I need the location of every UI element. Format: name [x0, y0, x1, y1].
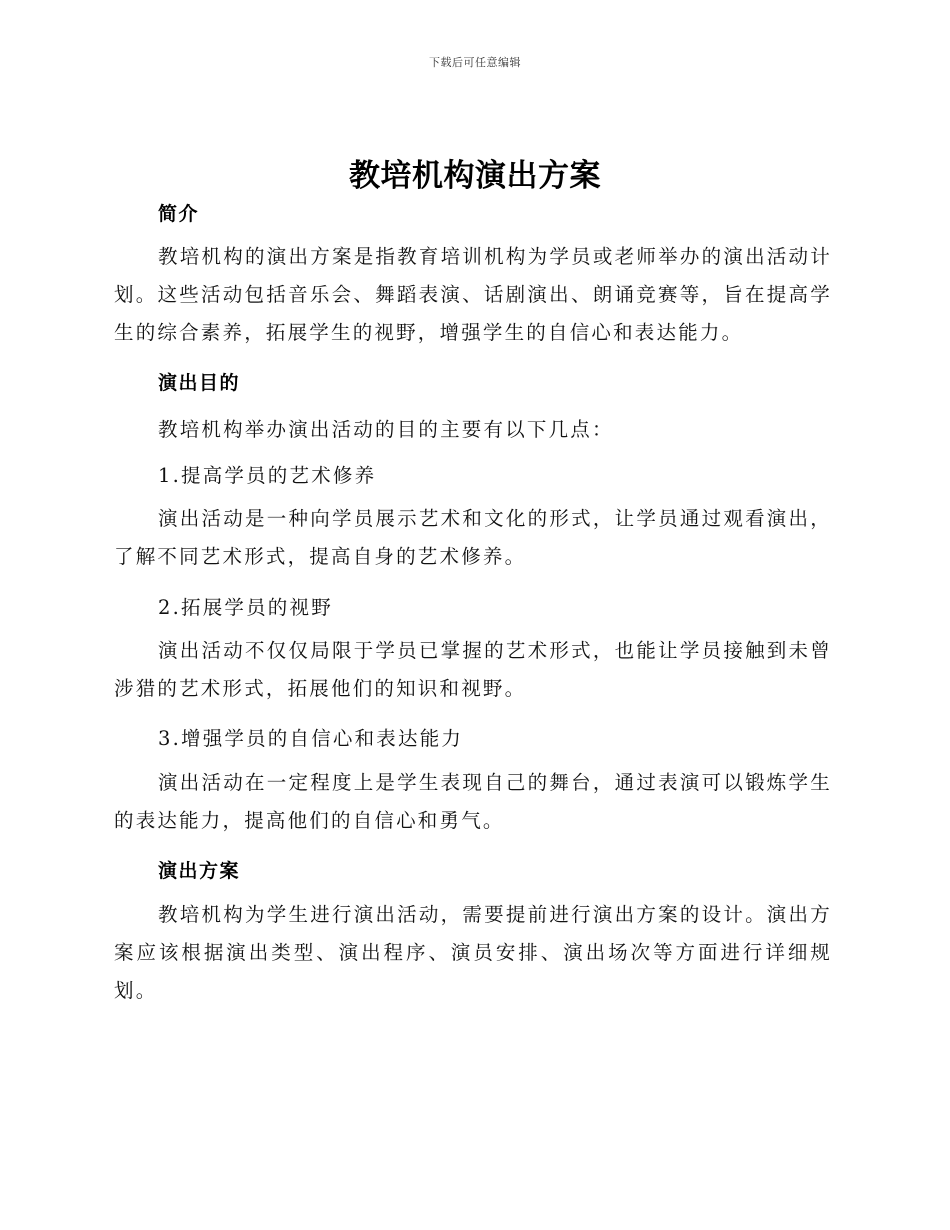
- intro-paragraph: 教培机构的演出方案是指教育培训机构为学员或老师举办的演出活动计划。这些活动包括音乐会、舞蹈表演、话剧演出、朗诵竞赛等，旨在提高学生的综合素养，拓展学生的视野，增强学生的自信心和表达能力。: [114, 245, 832, 344]
- document-title: 教培机构演出方案: [349, 158, 601, 194]
- section-heading-plan: 演出方案: [158, 860, 241, 882]
- purpose-item-text-2: 演出活动不仅仅局限于学员已掌握的艺术形式，也能让学员接触到未曾涉猎的艺术形式，拓展他们的知识和视野。: [114, 639, 832, 700]
- header-note: 下载后可任意编辑: [429, 56, 521, 69]
- purpose-item-text-1: 演出活动是一种向学员展示艺术和文化的形式，让学员通过观看演出，了解不同艺术形式，提高自身的艺术修养。: [114, 507, 832, 568]
- plan-paragraph: 教培机构为学生进行演出活动，需要提前进行演出方案的设计。演出方案应该根据演出类型、演出程序、演员安排、演出场次等方面进行详细规划。: [114, 903, 832, 1002]
- purpose-item-title-1: 1.提高学员的艺术修养: [158, 464, 377, 487]
- purpose-item-title-2: 2.拓展学员的视野: [158, 596, 333, 619]
- section-heading-purpose: 演出目的: [158, 372, 241, 394]
- purpose-lead: 教培机构举办演出活动的目的主要有以下几点：: [158, 418, 614, 441]
- purpose-item-text-3: 演出活动在一定程度上是学生表现自己的舞台，通过表演可以锻炼学生的表达能力，提高他们的自信心和勇气。: [114, 771, 832, 832]
- purpose-item-title-3: 3.增强学员的自信心和表达能力: [158, 727, 464, 750]
- section-heading-intro: 简介: [158, 203, 200, 225]
